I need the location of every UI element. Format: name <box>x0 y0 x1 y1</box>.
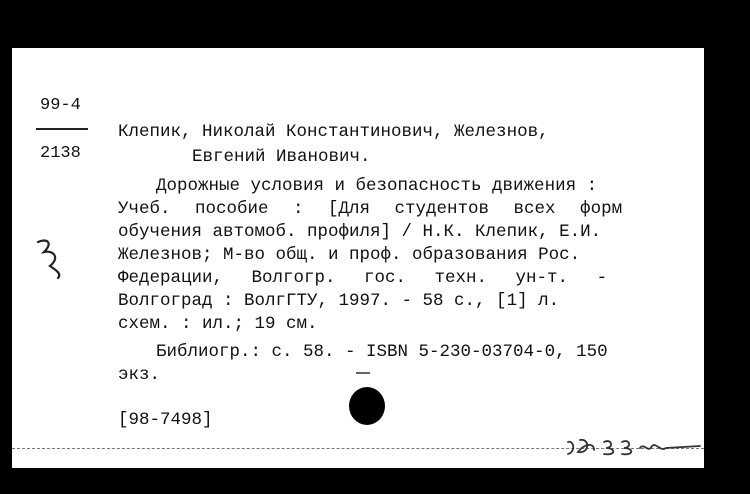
author-line-continuation: Евгений Иванович. <box>192 147 371 167</box>
notes-line-continuation: экз. <box>118 365 161 385</box>
description-line: Волгоград : ВолгГТУ, 1997. - 58 с., [1] л. <box>118 291 560 311</box>
record-number: [98-7498] <box>118 410 213 430</box>
description-line: Железнов; М-во общ. и проф. образования Рос. <box>118 245 581 265</box>
description-line: Учеб. пособие : [Для студентов всех форм <box>118 199 623 219</box>
punch-hole <box>349 387 385 425</box>
handwritten-mark-icon <box>32 236 72 284</box>
shelf-mark-bottom: 2138 <box>40 144 81 163</box>
catalog-card <box>12 48 704 468</box>
handwritten-accession-number-icon <box>564 434 704 460</box>
author-line: Клепик, Николай Константинович, Железнов, <box>118 122 549 142</box>
punch-hole-mark <box>356 372 370 374</box>
description-line: Федерации, Волгогр. гос. техн. ун-т. - <box>118 268 608 288</box>
shelf-mark-divider <box>36 128 88 130</box>
notes-line: Библиогр.: с. 58. - ISBN 5-230-03704-0, 150 <box>156 342 608 362</box>
description-line: обучения автомоб. профиля] / Н.К. Клепик, Е.И. <box>118 222 602 242</box>
shelf-mark-top: 99-4 <box>40 96 81 115</box>
title-line: Дорожные условия и безопасность движения : <box>156 176 598 196</box>
description-line: схем. : ил.; 19 см. <box>118 314 318 334</box>
